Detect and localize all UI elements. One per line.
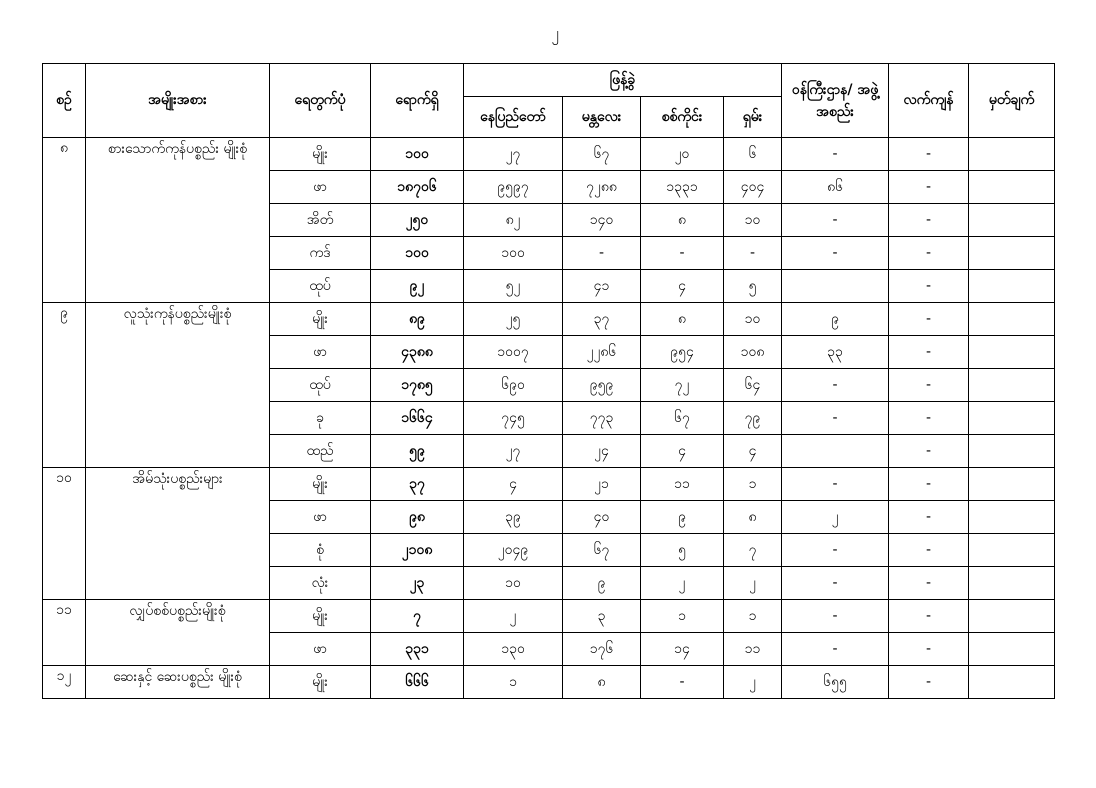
header-remaining: လက်ကျန် bbox=[889, 64, 969, 138]
mandalay-cell: ၂၄ bbox=[563, 435, 641, 468]
unit-cell: ဖာ bbox=[270, 336, 371, 369]
shan-cell: ၁ bbox=[724, 468, 782, 501]
header-ministry: ဝန်ကြီးဌာန/ အဖွဲ့အစည်း bbox=[782, 64, 889, 138]
remaining-cell: - bbox=[889, 270, 969, 303]
ministry-cell: - bbox=[782, 534, 889, 567]
remaining-cell: - bbox=[889, 171, 969, 204]
shan-cell: ၆၄ bbox=[724, 369, 782, 402]
ministry-cell: - bbox=[782, 633, 889, 666]
remaining-cell: - bbox=[889, 303, 969, 336]
mandalay-cell: ၆၇ bbox=[563, 138, 641, 171]
table-row bbox=[43, 666, 1055, 699]
unit-cell: ထုပ် bbox=[270, 369, 371, 402]
remark-cell bbox=[969, 567, 1055, 600]
header-category: အမျိုးအစား bbox=[86, 64, 270, 138]
remark-cell bbox=[969, 204, 1055, 237]
shan-cell: ၁၀၈ bbox=[724, 336, 782, 369]
ministry-cell: ၃၃ bbox=[782, 336, 889, 369]
unit-cell: လုံး bbox=[270, 567, 371, 600]
unit-cell: ဖာ bbox=[270, 633, 371, 666]
category-cell: ဆေးနှင့် ဆေးပစ္စည်း မျိုးစုံ bbox=[86, 666, 270, 699]
header-naypyitaw: နေပြည်တော် bbox=[464, 97, 563, 138]
naypyitaw-cell: ၁၀၀၇ bbox=[464, 336, 563, 369]
sagaing-cell: ၇၂ bbox=[641, 369, 724, 402]
received-cell: ၄၃၈၈ bbox=[371, 336, 464, 369]
ministry-cell: - bbox=[782, 567, 889, 600]
shan-cell: ၇၉ bbox=[724, 402, 782, 435]
remark-cell bbox=[969, 666, 1055, 699]
naypyitaw-cell: ၂၇ bbox=[464, 435, 563, 468]
shan-cell: - bbox=[724, 237, 782, 270]
unit-cell: မျိုး bbox=[270, 138, 371, 171]
naypyitaw-cell: ၁၃၀ bbox=[464, 633, 563, 666]
page-number: ၂ bbox=[551, 24, 559, 42]
naypyitaw-cell: ၁၀၀ bbox=[464, 237, 563, 270]
naypyitaw-cell: ၁၀ bbox=[464, 567, 563, 600]
unit-cell: ထည် bbox=[270, 435, 371, 468]
distribution-table bbox=[42, 63, 1055, 699]
mandalay-cell: ၁၇၆ bbox=[563, 633, 641, 666]
naypyitaw-cell: ၂ bbox=[464, 600, 563, 633]
shan-cell: ၈ bbox=[724, 501, 782, 534]
naypyitaw-cell: ၆၉၀ bbox=[464, 369, 563, 402]
remark-cell bbox=[969, 501, 1055, 534]
ministry-cell bbox=[782, 435, 889, 468]
shan-cell: ၇ bbox=[724, 534, 782, 567]
received-cell: ၃၃၁ bbox=[371, 633, 464, 666]
header-type: ရေတွက်ပုံ bbox=[270, 64, 371, 138]
received-cell: ၃၇ bbox=[371, 468, 464, 501]
row-number: ၁၁ bbox=[43, 600, 86, 666]
unit-cell: ခု bbox=[270, 402, 371, 435]
naypyitaw-cell: ၂၇ bbox=[464, 138, 563, 171]
naypyitaw-cell: ၂၅ bbox=[464, 303, 563, 336]
mandalay-cell: - bbox=[563, 237, 641, 270]
sagaing-cell: - bbox=[641, 237, 724, 270]
unit-cell: စုံ bbox=[270, 534, 371, 567]
received-cell: ၁၀၀ bbox=[371, 237, 464, 270]
sagaing-cell: ၆၇ bbox=[641, 402, 724, 435]
remark-cell bbox=[969, 402, 1055, 435]
remaining-cell: - bbox=[889, 237, 969, 270]
remark-cell bbox=[969, 171, 1055, 204]
received-cell: ၁၈၇၀၆ bbox=[371, 171, 464, 204]
unit-cell: ထုပ် bbox=[270, 270, 371, 303]
remaining-cell: - bbox=[889, 402, 969, 435]
remark-cell bbox=[969, 336, 1055, 369]
sagaing-cell: ၈ bbox=[641, 303, 724, 336]
remaining-cell: - bbox=[889, 600, 969, 633]
received-cell: ၁၀၀ bbox=[371, 138, 464, 171]
mandalay-cell: ၆၇ bbox=[563, 534, 641, 567]
mandalay-cell: ၃၇ bbox=[563, 303, 641, 336]
header-shan: ရှမ်း bbox=[724, 97, 782, 138]
ministry-cell bbox=[782, 270, 889, 303]
mandalay-cell: ၄၁ bbox=[563, 270, 641, 303]
sagaing-cell: ၁၃၃၁ bbox=[641, 171, 724, 204]
remaining-cell: - bbox=[889, 336, 969, 369]
shan-cell: ၄ bbox=[724, 435, 782, 468]
sagaing-cell: ၄ bbox=[641, 270, 724, 303]
row-number: ၈ bbox=[43, 138, 86, 303]
mandalay-cell: ၇၂၈၈ bbox=[563, 171, 641, 204]
category-cell: လူသုံးကုန်ပစ္စည်းမျိုးစုံ bbox=[86, 303, 270, 468]
sagaing-cell: ၁၄ bbox=[641, 633, 724, 666]
remark-cell bbox=[969, 600, 1055, 633]
received-cell: ၂၅၀ bbox=[371, 204, 464, 237]
remark-cell bbox=[969, 237, 1055, 270]
header-no: စဉ် bbox=[43, 64, 86, 138]
remaining-cell: - bbox=[889, 633, 969, 666]
remark-cell bbox=[969, 270, 1055, 303]
mandalay-cell: ၉၅၉ bbox=[563, 369, 641, 402]
shan-cell: ၂ bbox=[724, 666, 782, 699]
remaining-cell: - bbox=[889, 666, 969, 699]
mandalay-cell: ၇၇၃ bbox=[563, 402, 641, 435]
naypyitaw-cell: ၄ bbox=[464, 468, 563, 501]
naypyitaw-cell: ၇၄၅ bbox=[464, 402, 563, 435]
sagaing-cell: ၅ bbox=[641, 534, 724, 567]
naypyitaw-cell: ၉၅၉၇ bbox=[464, 171, 563, 204]
received-cell: ၉၈ bbox=[371, 501, 464, 534]
ministry-cell: ၆၅၅ bbox=[782, 666, 889, 699]
naypyitaw-cell: ၁ bbox=[464, 666, 563, 699]
remark-cell bbox=[969, 633, 1055, 666]
ministry-cell: - bbox=[782, 204, 889, 237]
mandalay-cell: ၂၁ bbox=[563, 468, 641, 501]
sagaing-cell: ၄ bbox=[641, 435, 724, 468]
header-received: ရောက်ရှိ bbox=[371, 64, 464, 138]
sagaing-cell: ၂၀ bbox=[641, 138, 724, 171]
received-cell: ၈၉ bbox=[371, 303, 464, 336]
row-number: ၉ bbox=[43, 303, 86, 468]
ministry-cell: ၈၆ bbox=[782, 171, 889, 204]
unit-cell: မျိုး bbox=[270, 666, 371, 699]
remark-cell bbox=[969, 138, 1055, 171]
unit-cell: မျိုး bbox=[270, 600, 371, 633]
remark-cell bbox=[969, 534, 1055, 567]
naypyitaw-cell: ၈၂ bbox=[464, 204, 563, 237]
table-row bbox=[43, 303, 1055, 336]
mandalay-cell: ၉ bbox=[563, 567, 641, 600]
remark-cell bbox=[969, 369, 1055, 402]
sagaing-cell: ၁ bbox=[641, 600, 724, 633]
received-cell: ၇ bbox=[371, 600, 464, 633]
table-row bbox=[43, 138, 1055, 171]
received-cell: ၂၃ bbox=[371, 567, 464, 600]
remaining-cell: - bbox=[889, 369, 969, 402]
ministry-cell: ၂ bbox=[782, 501, 889, 534]
received-cell: ၅၉ bbox=[371, 435, 464, 468]
received-cell: ၆၆၆ bbox=[371, 666, 464, 699]
ministry-cell: - bbox=[782, 402, 889, 435]
category-cell: လျှပ်စစ်ပစ္စည်းမျိုးစုံ bbox=[86, 600, 270, 666]
shan-cell: ၁၀ bbox=[724, 303, 782, 336]
header-distributed: ဖြန့်ခွဲ bbox=[464, 64, 782, 97]
row-number: ၁၂ bbox=[43, 666, 86, 699]
sagaing-cell: ၉ bbox=[641, 501, 724, 534]
header-sagaing: စစ်ကိုင်း bbox=[641, 97, 724, 138]
ministry-cell: - bbox=[782, 138, 889, 171]
remaining-cell: - bbox=[889, 204, 969, 237]
remaining-cell: - bbox=[889, 567, 969, 600]
unit-cell: ကဒ် bbox=[270, 237, 371, 270]
shan-cell: ၁၁ bbox=[724, 633, 782, 666]
received-cell: ၉၂ bbox=[371, 270, 464, 303]
remaining-cell: - bbox=[889, 501, 969, 534]
sagaing-cell: - bbox=[641, 666, 724, 699]
ministry-cell: - bbox=[782, 369, 889, 402]
sagaing-cell: ၈ bbox=[641, 204, 724, 237]
unit-cell: မျိုး bbox=[270, 303, 371, 336]
remaining-cell: - bbox=[889, 435, 969, 468]
mandalay-cell: ၂၂၈၆ bbox=[563, 336, 641, 369]
remaining-cell: - bbox=[889, 534, 969, 567]
remark-cell bbox=[969, 468, 1055, 501]
ministry-cell: ၉ bbox=[782, 303, 889, 336]
remaining-cell: - bbox=[889, 138, 969, 171]
shan-cell: ၅ bbox=[724, 270, 782, 303]
sagaing-cell: ၉၅၄ bbox=[641, 336, 724, 369]
shan-cell: ၁၀ bbox=[724, 204, 782, 237]
shan-cell: ၄၀၄ bbox=[724, 171, 782, 204]
row-number: ၁၀ bbox=[43, 468, 86, 600]
remark-cell bbox=[969, 435, 1055, 468]
received-cell: ၁၇၈၅ bbox=[371, 369, 464, 402]
category-cell: စားသောက်ကုန်ပစ္စည်း မျိုးစုံ bbox=[86, 138, 270, 303]
sagaing-cell: ၁၁ bbox=[641, 468, 724, 501]
unit-cell: ဖာ bbox=[270, 501, 371, 534]
remark-cell bbox=[969, 303, 1055, 336]
table-row bbox=[43, 600, 1055, 633]
shan-cell: ၆ bbox=[724, 138, 782, 171]
ministry-cell: - bbox=[782, 600, 889, 633]
received-cell: ၁၆၆၄ bbox=[371, 402, 464, 435]
remaining-cell: - bbox=[889, 468, 969, 501]
header-mandalay: မန္တလေး bbox=[563, 97, 641, 138]
sagaing-cell: ၂ bbox=[641, 567, 724, 600]
mandalay-cell: ၁၄၀ bbox=[563, 204, 641, 237]
unit-cell: မျိုး bbox=[270, 468, 371, 501]
ministry-cell: - bbox=[782, 237, 889, 270]
naypyitaw-cell: ၅၂ bbox=[464, 270, 563, 303]
shan-cell: ၁ bbox=[724, 600, 782, 633]
table-row bbox=[43, 468, 1055, 501]
mandalay-cell: ၈ bbox=[563, 666, 641, 699]
naypyitaw-cell: ၂၀၄၉ bbox=[464, 534, 563, 567]
unit-cell: ဖာ bbox=[270, 171, 371, 204]
ministry-cell: - bbox=[782, 468, 889, 501]
category-cell: အိမ်သုံးပစ္စည်းများ bbox=[86, 468, 270, 600]
unit-cell: အိတ် bbox=[270, 204, 371, 237]
received-cell: ၂၁၀၈ bbox=[371, 534, 464, 567]
shan-cell: ၂ bbox=[724, 567, 782, 600]
mandalay-cell: ၃ bbox=[563, 600, 641, 633]
mandalay-cell: ၄၀ bbox=[563, 501, 641, 534]
header-remark: မှတ်ချက် bbox=[969, 64, 1055, 138]
naypyitaw-cell: ၃၉ bbox=[464, 501, 563, 534]
